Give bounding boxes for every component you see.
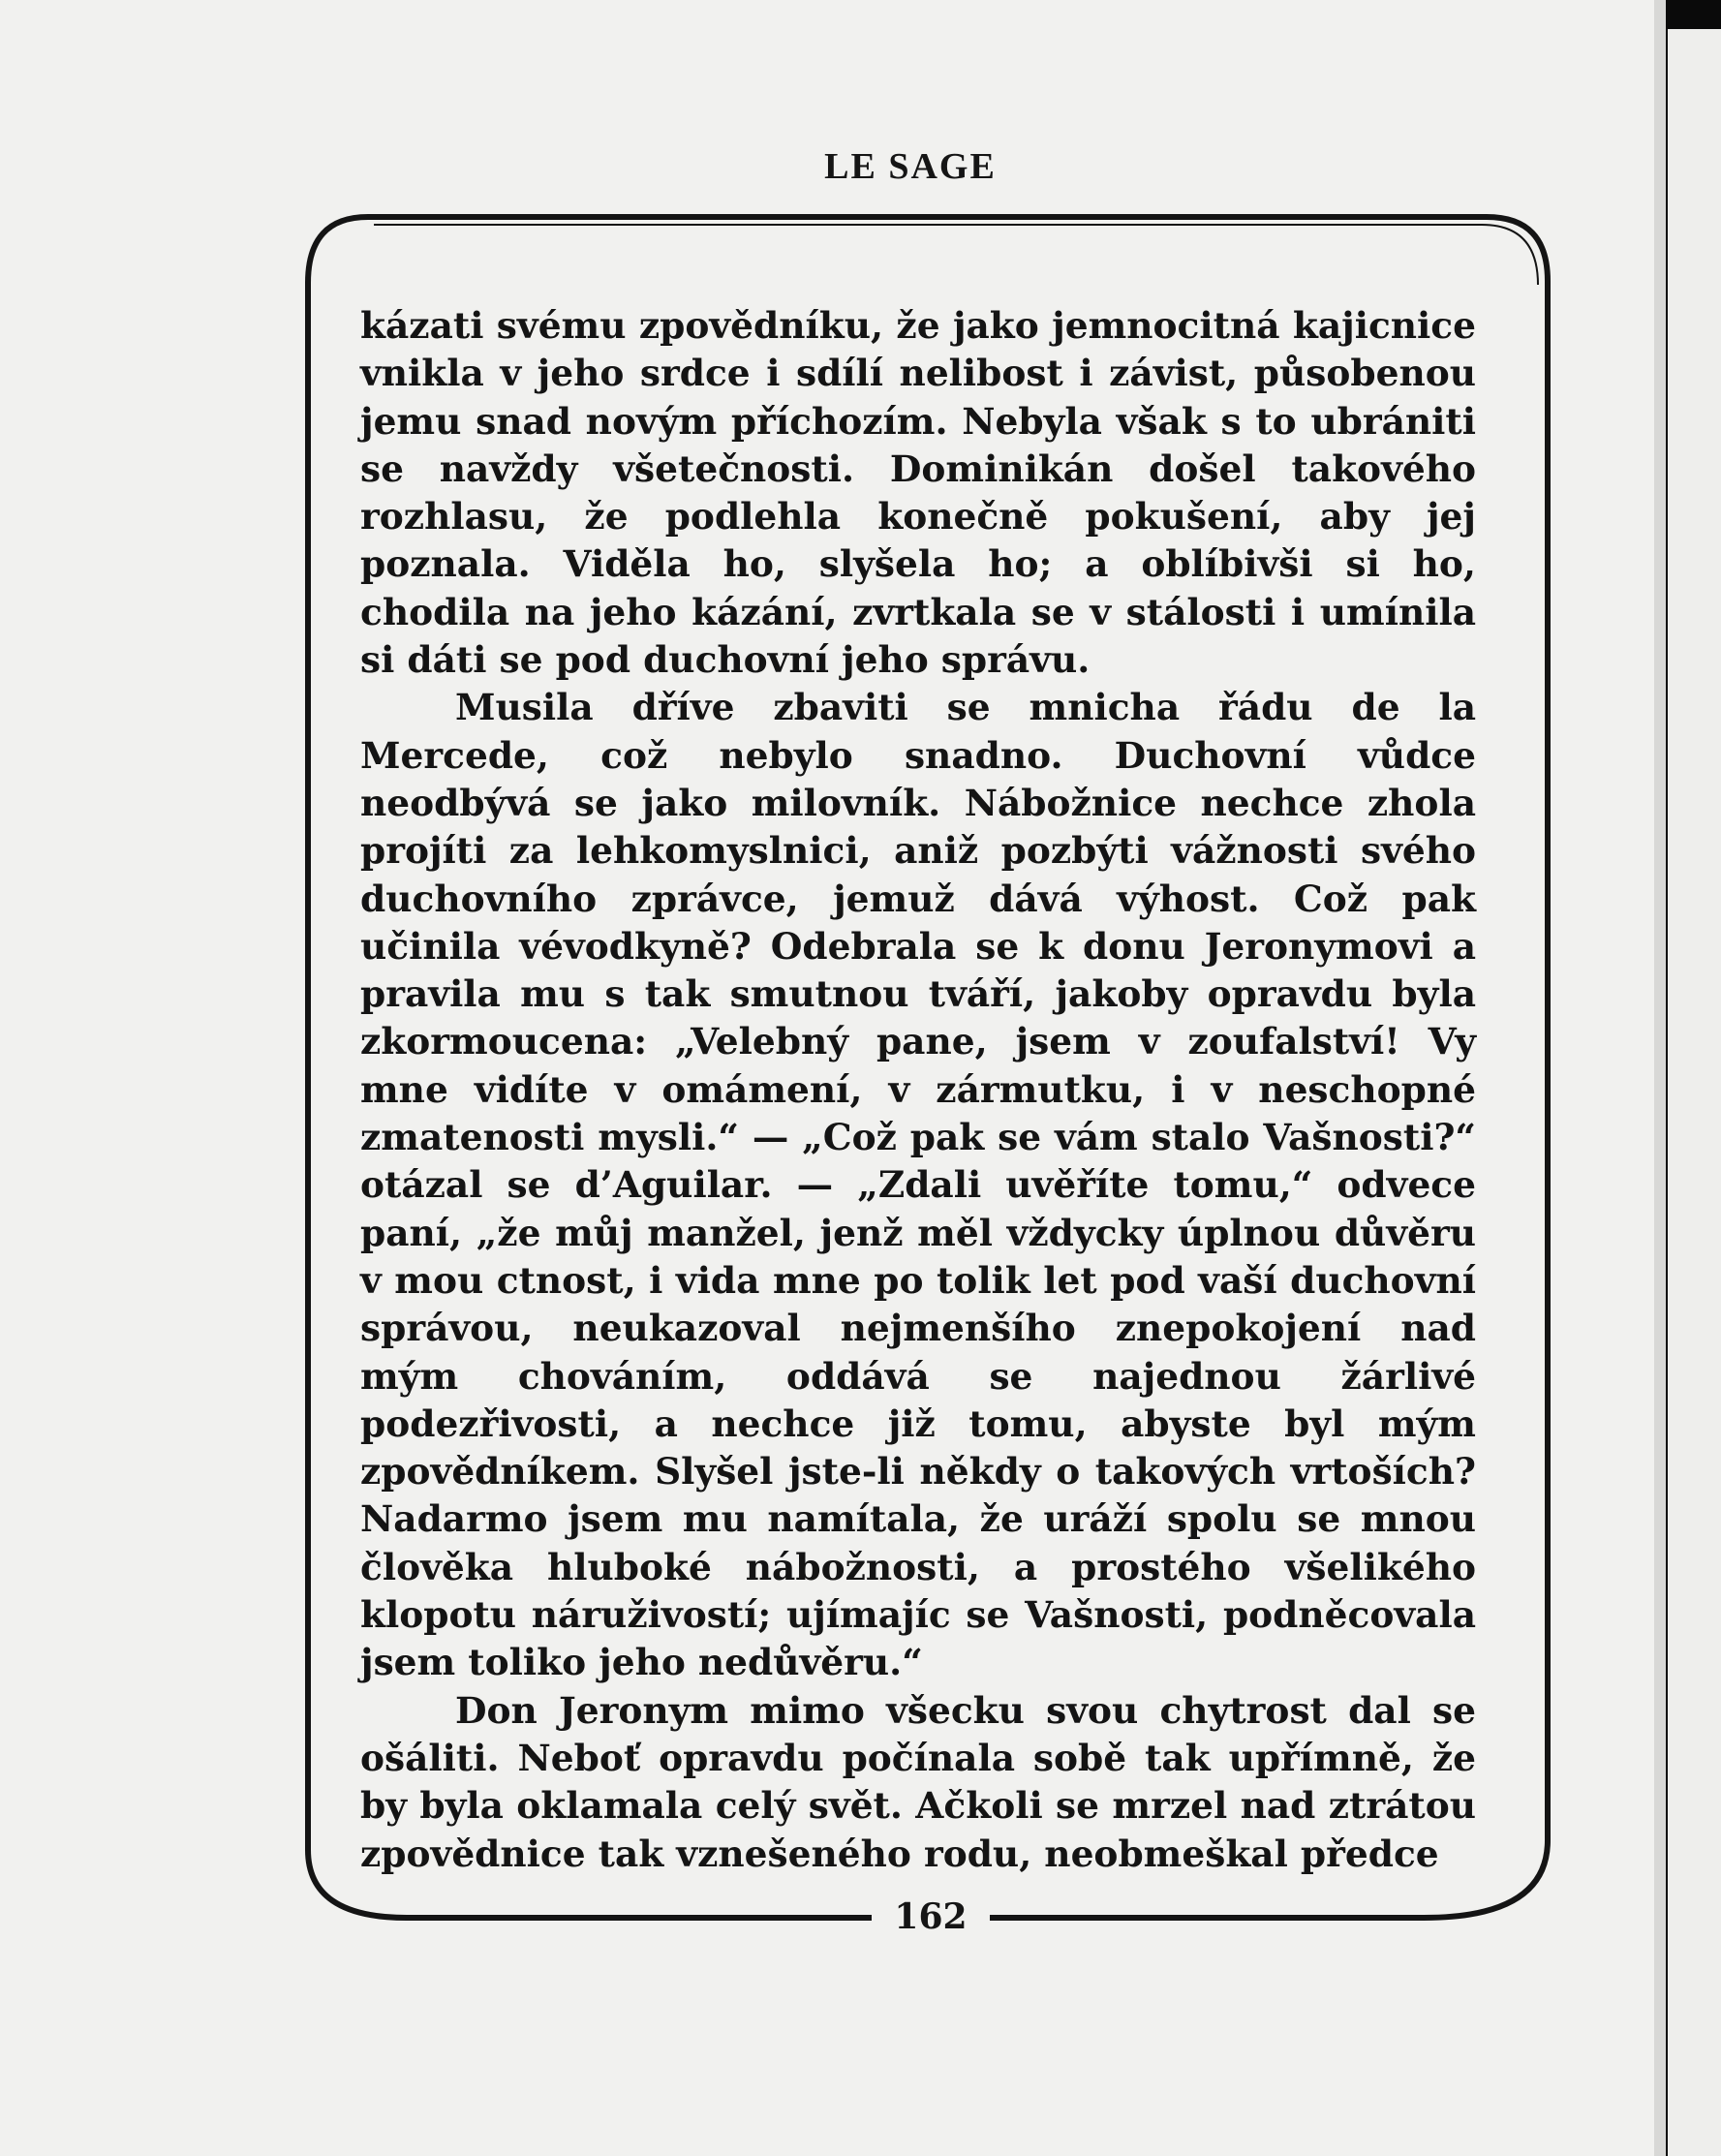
frame-inner-shadow: [374, 225, 1538, 285]
paragraph-2: Musila dříve zbaviti se mnicha řádu de la Mercede, což nebylo snadno. Duchovní vůdce neodbývá se jako milovník. Nábožnice nechce zhola projíti za lehkomyslnici, aniž pozbýti vážnosti svého duchovního zprávce, jemuž dává výhost. Což pak učinila vévodkyně? Odebrala se k donu Jeronymovi a pravila mu s tak smutnou tváří, jakoby opravdu byla zkormoucena: „Velebný pane, jsem v zoufalství! Vy mne vidíte v omámení, v zármutku, i v neschopné zmatenosti mysli.“ — „Což pak se vám stalo Vašnosti?“ otázal se d’Aguilar. — „Zdali uvěříte tomu,“ odvece paní, „že můj manžel, jenž měl vždycky úplnou důvěru v mou ctnost, i vida mne po tolik let pod vaší duchovní správou, neukazoval nejmenšího znepokojení nad mým chováním, oddává se najednou žárlivé podezřivosti, a nechce již tomu, abyste byl mým zpovědníkem. Slyšel jste-li někdy o takových vrtoších? Nadarmo jsem mu namítala, že uráží spolu se mnou člověka hluboké nábožnosti, a prostého všelikého klopotu náruživostí; ujímajíc se Vašnosti, podněcovala jsem toliko jeho nedůvěru.“: [360, 686, 1476, 1684]
paragraph-3: Don Jeronym mimo všecku svou chytrost dal se ošáliti. Neboť opravdu počínala sobě tak upřímně, že by byla oklamala celý svět. Ačkoli se mrzel nad ztrátou zpovědnice tak vznešeného rodu, neobmeškal předce: [360, 1688, 1476, 1875]
body-text: [360, 302, 1476, 1878]
running-title: LE SAGE: [824, 146, 997, 187]
page-number: 162: [872, 1896, 990, 1937]
paragraph-1: kázati svému zpovědníku, že jako jemnocitná kajicnice vnikla v jeho srdce i sdílí nelibost i závist, působenou jemu snad novým příchozím. Nebyla však s to ubrániti se navždy všetečnosti. Dominikán došel takového rozhlasu, že podlehla konečně pokušení, aby jej poznala. Viděla ho, slyšela ho; a oblíbivši si ho, chodila na jeho kázání, zvrtkala se v stálosti i umínila si dáti se pod duchovní jeho správu.: [360, 304, 1476, 682]
